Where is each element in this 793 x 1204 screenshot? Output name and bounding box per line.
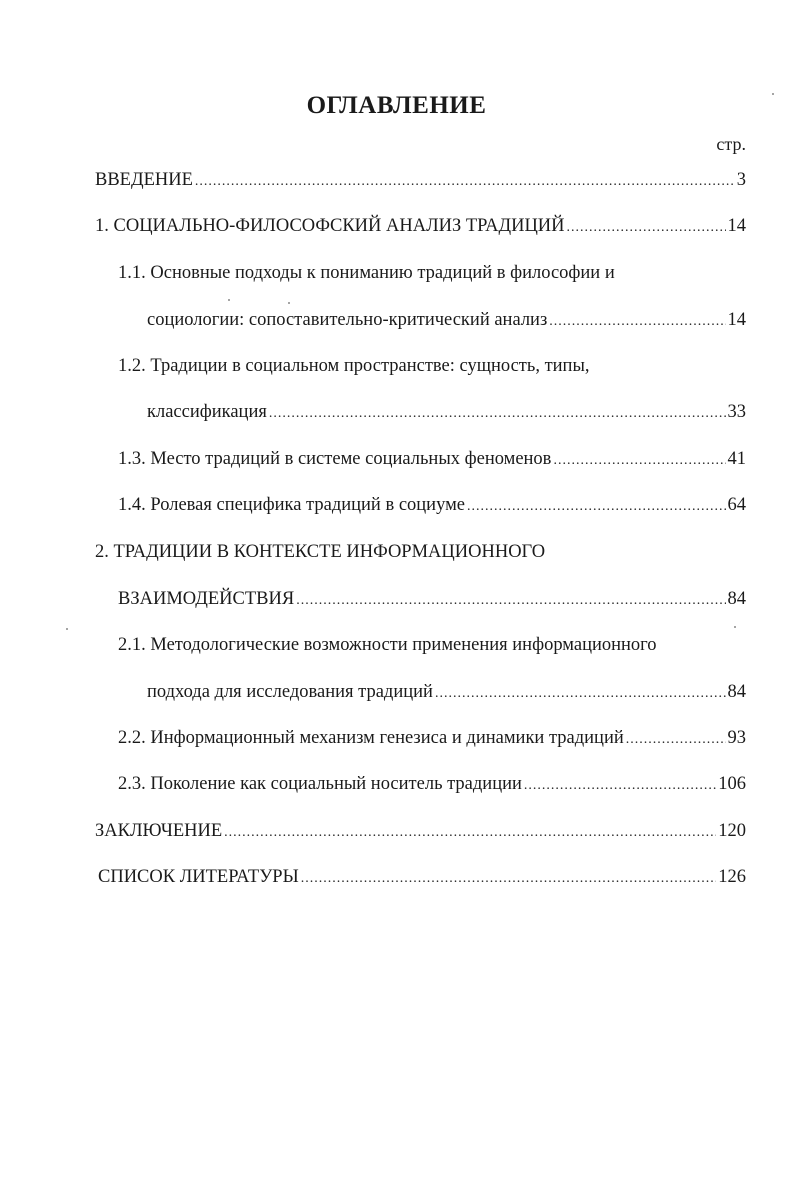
toc-entry-1-3[interactable] — [118, 447, 746, 473]
scan-speck — [288, 302, 290, 304]
toc-entry-1-2-line1[interactable]: 1.2. Традиции в социальном пространстве: сущность, типы, — [118, 356, 590, 376]
toc-leader-dots — [224, 821, 716, 845]
toc-entry-conclusion[interactable] — [95, 819, 746, 845]
toc-entry-text: классификация — [147, 402, 267, 422]
toc-entry-bibliography[interactable] — [98, 865, 746, 891]
toc-entry-text: ВЗАИМОДЕЙСТВИЯ — [118, 589, 295, 609]
toc-entry-text: 2.3. Поколение как социальный носитель традиции — [118, 774, 522, 794]
toc-page-number: 14 — [727, 310, 746, 330]
toc-entry-text: ЗАКЛЮЧЕНИЕ — [95, 821, 223, 841]
scan-speck — [772, 93, 774, 95]
toc-entry-2-2[interactable] — [118, 726, 746, 752]
toc-leader-dots — [467, 495, 725, 519]
toc-entry-text: 1. СОЦИАЛЬНО-ФИЛОСОФСКИЙ АНАЛИЗ ТРАДИЦИЙ — [95, 216, 565, 236]
toc-entry-2-1[interactable] — [147, 680, 746, 706]
toc-leader-dots — [296, 589, 725, 613]
toc-page-number: 14 — [727, 216, 746, 236]
toc-leader-dots — [301, 867, 717, 891]
toc-leader-dots — [435, 682, 726, 706]
toc-entry-text: подхода для исследования традиций — [147, 682, 433, 702]
scan-speck — [228, 299, 230, 301]
scan-speck — [66, 628, 68, 630]
toc-page-number: 33 — [727, 402, 746, 422]
scan-speck — [734, 626, 736, 628]
toc-page-number: 120 — [718, 821, 746, 841]
toc-leader-dots — [269, 402, 726, 426]
toc-leader-dots — [626, 728, 726, 752]
toc-page-number: 126 — [718, 867, 746, 887]
toc-entry-text: СПИСОК ЛИТЕРАТУРЫ — [98, 867, 299, 887]
toc-entry-2-1-line1[interactable]: 2.1. Методологические возможности применения информационного — [118, 635, 657, 655]
toc-page-number: 3 — [736, 170, 746, 190]
toc-entry-intro[interactable] — [95, 168, 746, 194]
toc-page-number: 106 — [718, 774, 746, 794]
toc-leader-dots — [553, 449, 725, 473]
toc-entry-chapter-2[interactable] — [118, 587, 746, 613]
toc-page-number: 84 — [727, 589, 746, 609]
toc-entry-text: ВВЕДЕНИЕ — [95, 170, 193, 190]
toc-entry-2-3[interactable] — [118, 772, 746, 798]
page-title: ОГЛАВЛЕНИЕ — [306, 92, 487, 119]
toc-entry-1-1[interactable] — [147, 308, 746, 334]
toc-leader-dots — [195, 170, 735, 194]
toc-entry-text: 1.3. Место традиций в системе социальных феноменов — [118, 449, 552, 469]
toc-leader-dots — [549, 310, 725, 334]
toc-entry-1-2[interactable] — [147, 400, 746, 426]
toc-leader-dots — [567, 216, 726, 240]
toc-page-number: 93 — [727, 728, 746, 748]
toc-page-number: 84 — [727, 682, 746, 702]
toc-entry-text: 1.4. Ролевая специфика традиций в социуме — [118, 495, 466, 515]
toc-entry-text: 2.2. Информационный механизм генезиса и динамики традиций — [118, 728, 624, 748]
toc-entry-text: социологии: сопоставительно-критический анализ — [147, 310, 548, 330]
toc-entry-chapter-1[interactable] — [95, 214, 746, 240]
toc-entry-1-4[interactable] — [118, 493, 746, 519]
toc-leader-dots — [524, 774, 716, 798]
toc-entry-chapter-2-line1[interactable]: 2. ТРАДИЦИИ В КОНТЕКСТЕ ИНФОРМАЦИОННОГО — [95, 542, 546, 562]
toc-page-number: 64 — [727, 495, 746, 515]
pages-column-label: стр. — [716, 134, 746, 154]
toc-page-number: 41 — [727, 449, 746, 469]
toc-entry-1-1-line1[interactable]: 1.1. Основные подходы к пониманию традиций в философии и — [118, 263, 615, 283]
